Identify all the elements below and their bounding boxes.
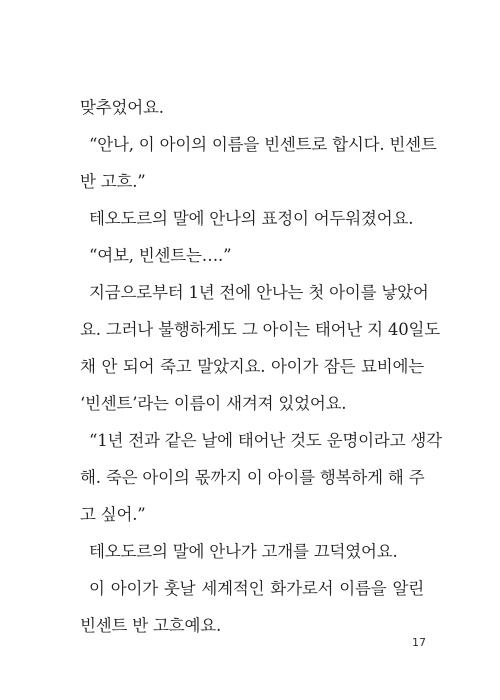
text-line: “1년 전과 같은 날에 태어난 것도 운명이라고 생각 [89, 431, 442, 450]
text-line: “여보, 빈센트는….” [89, 246, 232, 265]
text-line: 이 아이가 훗날 세계적인 화가로서 이름을 알린 [89, 579, 424, 598]
text-line: 빈센트 반 고흐예요. [80, 616, 222, 635]
text-line: 맞추었어요. [80, 98, 164, 117]
page-number: 17 [412, 636, 426, 649]
text-line: 채 안 되어 죽고 말았지요. 아이가 잠든 묘비에는 [80, 357, 424, 376]
text-line: 고 싶어.” [80, 505, 146, 524]
text-line: 지금으로부터 1년 전에 안나는 첫 아이를 낳았어 [89, 283, 429, 302]
text-line: 반 고흐.” [80, 172, 146, 191]
text-line: 해. 죽은 아이의 몫까지 이 아이를 행복하게 해 주 [80, 468, 425, 487]
text-line: 테오도르의 말에 안나가 고개를 끄덕였어요. [89, 542, 398, 561]
text-line: 요. 그러나 불행하게도 그 아이는 태어난 지 40일도 [80, 320, 440, 339]
text-line: 테오도르의 말에 안나의 표정이 어두워졌어요. [89, 209, 414, 228]
text-line: ‘빈센트’라는 이름이 새겨져 있었어요. [80, 394, 347, 413]
text-line: “안나, 이 아이의 이름을 빈센트로 합시다. 빈센트 [89, 135, 437, 154]
